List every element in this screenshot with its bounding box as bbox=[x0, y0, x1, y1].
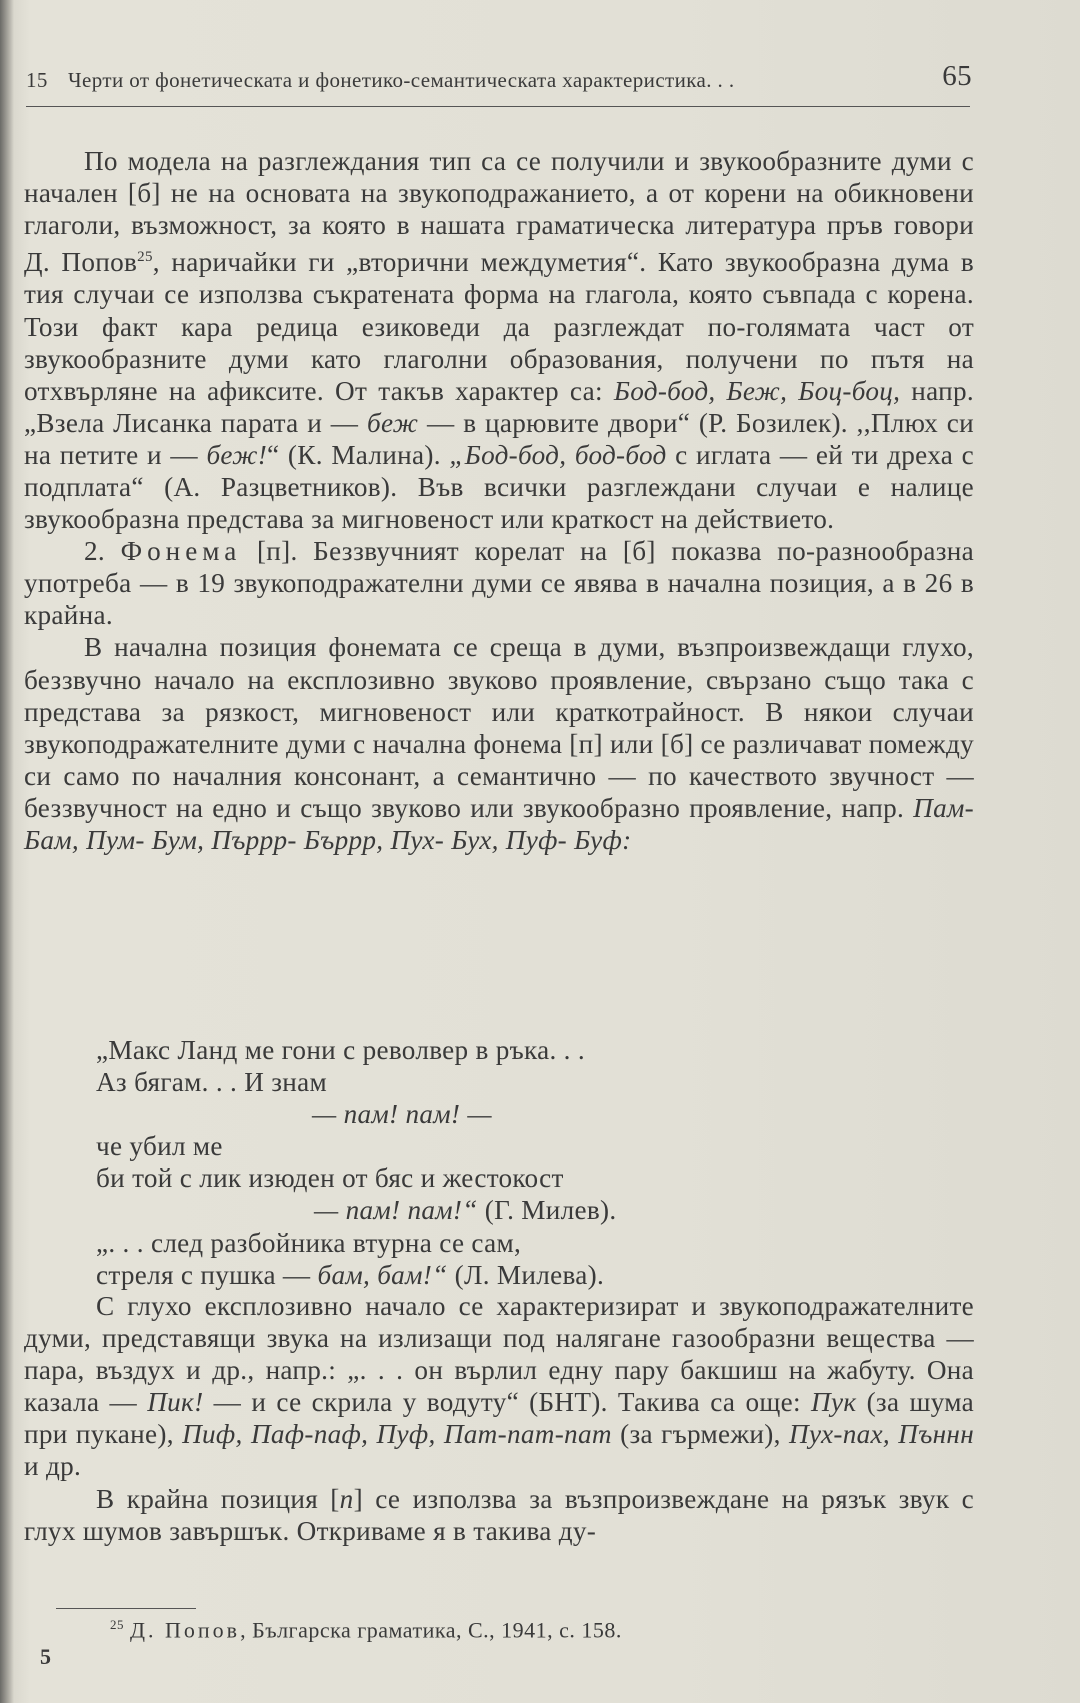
poem-line: че убил ме bbox=[96, 1131, 223, 1162]
poem-line: — пам! пам! — bbox=[312, 1099, 492, 1130]
paragraph-3: В начална позиция фонемата се среща в думи, възпроизвеждащи глухо, беззвучно начало на експлозивно звуково проявление, свързано също така с представа за рязкост, мигновеност или краткотрайност. В някои случаи звукоподражателните думи с начална фонема [п] или [б] се различават помежду си само по началния консонант, а семантично — по качеството звучност — беззвучност на едно и също звуково или звукообразно проявление, напр. Пам- Бам, Пум- Бум, Пъррр- Бъррр, Пух- Бух, Пуф- Буф: bbox=[24, 632, 975, 856]
book-spine-shadow bbox=[0, 0, 14, 1703]
main-text bbox=[24, 145, 974, 856]
poem-line: „. . . след разбойника втурна се сам, bbox=[96, 1227, 522, 1258]
chapter-title: Черти от фонетическата и фонетико-семантическата характеристика. . . bbox=[68, 68, 735, 92]
footnote-rule bbox=[56, 1608, 196, 1609]
paragraph-1: По модела на разглеждания тип са се получили и звукообразните думи с начален [б] не на основата на звукоподражанието, а от корени на обикновени глаголи, възможност, за която в нашата граматическа литература пръв говори Д. Попов$^{25}$, наричайки ги „вторични междуметия“. Като звукообразна дума в тия случаи се използва съкратената форма на глагола, която съвпада с корена. Този факт кара редица езиковеди да разглеждат по-голямата част от звукообразните думи като глаголни образования, получени по пътя на отхвърляне на афиксите. От такъв характер са: Бод-бод, Беж, Боц-боц, напр. „Взела Лисанка парата и — беж — в царювите двори“ (Р. Бозилек). ,,Плюх си на петите и — беж!“ (К. Малина). „Бод-бод, бод-бод с иглата — ей ти дреха с подплата“ (А. Разцветников). Във всички разглеждани случаи е налице звукообразна представа за мигновеност или краткост на действието. bbox=[24, 146, 975, 535]
main-text-continued bbox=[24, 1290, 974, 1547]
poem-line: „Макс Ланд ме гони с револвер в ръка. . . bbox=[96, 1035, 585, 1065]
poem-line: стреля с пушка — бам, бам!“ (Л. Милева). bbox=[96, 1259, 605, 1290]
spaced-term: Фонема bbox=[120, 536, 242, 567]
footnote: $^{25}$ Д. Попов, Българска граматика, С., 1941, с. 158. bbox=[110, 1617, 622, 1643]
paragraph-4: С глухо експлозивно начало се характеризират и звукоподражателните думи, представящи звука на излизащи под налягане газообразни вещества — пара, въздух и др., напр.: „. . . он върлил едну пару бакшиш на жабуту. Она казала — Пик! — и се скрила у водуту“ (БНТ). Такива са още: Пук (за шума при пукане), Пиф, Паф-паф, Пуф, Пат-пат-пат (за гърмежи), Пух-пах, Пъннн и др. bbox=[24, 1291, 974, 1482]
poem-line: би той с лик изюден от бяс и жестокост bbox=[96, 1163, 564, 1194]
poem-line: — пам! пам!“ (Г. Милев). bbox=[314, 1195, 617, 1226]
poem-line: Аз бягам. . . И знам bbox=[96, 1067, 328, 1098]
chapter-number: 15 bbox=[26, 68, 48, 92]
poem-quotation bbox=[96, 1034, 896, 1291]
header-rule bbox=[26, 106, 970, 107]
page-number: 65 bbox=[942, 60, 972, 92]
printer-signature: 5 bbox=[40, 1644, 51, 1669]
paragraph-2: 2. Фонема [п]. Беззвучният корелат на [б] показва по-разнообразна употреба — в 19 звукоподражателни думи се явява в начална позиция, а в 26 в крайна. bbox=[24, 536, 974, 631]
paragraph-5: В крайна позиция [п] се използва за възпроизвеждане на рязък звук с глух шумов завършък. Откриваме я в такива ду- bbox=[24, 1483, 974, 1546]
footnote-ref: 25 bbox=[137, 249, 153, 266]
running-header bbox=[26, 62, 972, 102]
